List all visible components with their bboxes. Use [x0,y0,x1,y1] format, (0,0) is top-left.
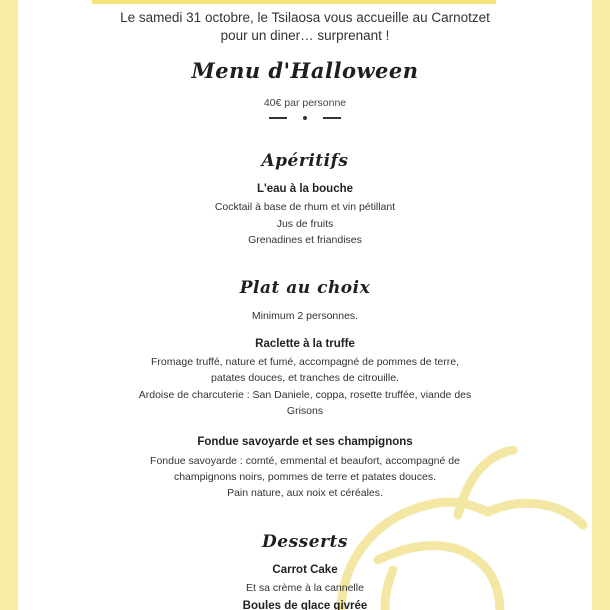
plat-note: Minimum 2 personnes. [251,310,359,322]
intro-line-2: pour un diner… surprenant ! [220,28,390,43]
aperitif-line-1: Cocktail à base de rhum et vin pétillant [214,201,396,213]
section-heading-aperitifs: Apéritifs [261,151,349,171]
dessert1-line: Et sa crème à la cannelle [246,582,364,594]
dish2-line-1: Fondue savoyarde : comté, emmental et beaufort, accompagné de [150,455,460,467]
menu-price: 40€ par personne [263,97,347,109]
ornament-divider [18,116,592,120]
aperitif-line-2: Jus de fruits [276,218,334,230]
dish2-title: Fondue savoyarde et ses champignons [197,436,413,448]
menu-page [18,0,592,610]
section-heading-desserts: Desserts [262,532,348,552]
aperitif-title: L'eau à la bouche [256,183,354,195]
aperitif-line-3: Grenadines et friandises [248,234,362,246]
dessert1-title: Carrot Cake [272,564,338,576]
menu-title: Menu d'Halloween [191,58,419,83]
top-accent-bar [92,0,496,4]
dish1-line-3: Ardoise de charcuterie : San Daniele, coppa, rosette truffée, viande des [138,389,472,401]
ornament-line-right [323,117,341,118]
intro-line-1: Le samedi 31 octobre, le Tsilaosa vous accueille au Carnotzet [120,10,490,25]
section-heading-plat: Plat au choix [239,278,371,298]
dish1-title: Raclette à la truffe [255,338,355,350]
dish1-line-2: patates douces, et tranches de citrouille. [211,372,399,384]
dish2-line-2: champignons noirs, pommes de terre et patates douces. [173,471,437,483]
dessert2-title: Boules de glace givrée [242,600,368,610]
dish2-line-3: Pain nature, aux noix et céréales. [227,487,383,499]
dish1-line-1: Fromage truffé, nature et fumé, accompagné de pommes de terre, [151,356,459,368]
ornament-line-left [269,117,287,118]
ornament-dot [303,116,307,120]
dish1-line-4: Grisons [286,405,324,417]
